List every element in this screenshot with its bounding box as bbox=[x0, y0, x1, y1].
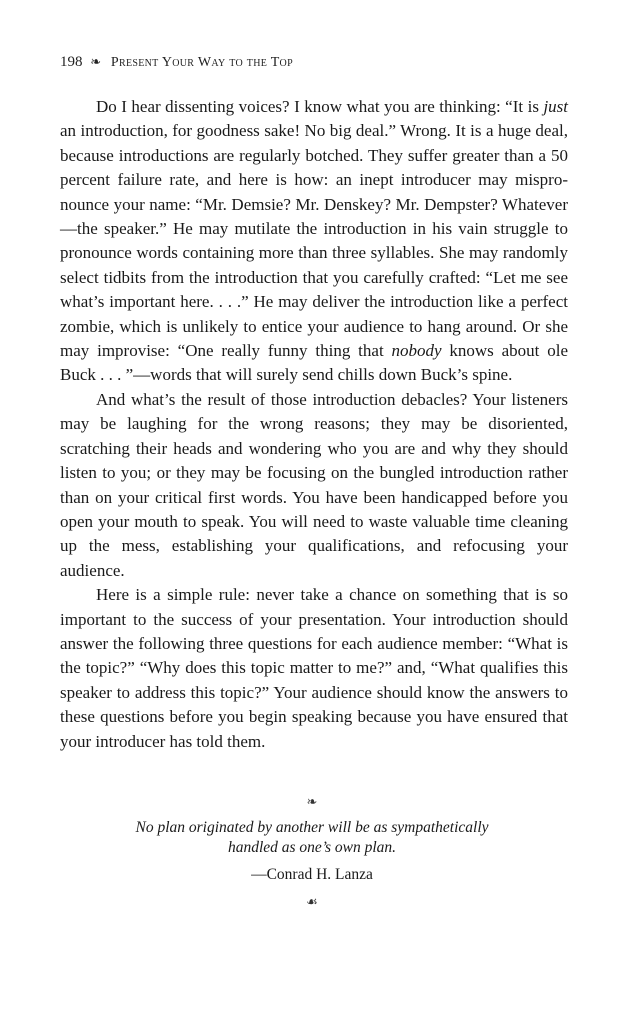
quote-line-2: handled as one’s own plan. bbox=[227, 839, 397, 856]
running-header bbox=[60, 54, 293, 71]
body-text bbox=[60, 95, 568, 754]
emphasis-nobody: nobody bbox=[391, 341, 442, 361]
end-ornament-icon: ☙ bbox=[306, 895, 318, 910]
page-number: 198 bbox=[60, 54, 83, 70]
emphasis-just: just bbox=[543, 97, 568, 116]
fleuron-icon: ❧ bbox=[90, 54, 102, 69]
paragraph-3: Here is a simple rule: never take a chance on something that is so important to the success of your presentation. Your introduction should answer the following three questions for each audience member: “What is the topic?” “Why does this topic matter to me?” and, “What qualifies this speaker to address this topic?” Your audience should know the answers to these questions before you begin speaking because you have ensured that your introducer has told them. bbox=[60, 585, 568, 751]
running-title: Present Your Way to the Top bbox=[110, 55, 293, 70]
epigraph-quote bbox=[112, 818, 512, 858]
paragraph-2: And what’s the result of those introduction debacles? Your listeners may be laughing for the wrong reasons; they may be disoriented, scratching their heads and wondering who you are and why they should listen to you; or they may be focusing on the bungled introduction rather than on your critical first words. You have been handicapped before you open your mouth to speak. You will need to waste valuable time cleaning up the mess, establishing your qualifications, and refocusing your audience. bbox=[60, 389, 568, 580]
quote-attribution: —Conrad H. Lanza bbox=[251, 866, 373, 883]
section-ornament-icon: ❧ bbox=[306, 795, 318, 810]
paragraph-1: Do I hear dissenting voices? I know what you are thinking: “It is just an introduction, for goodness sake! No big deal.” Wrong. It is a huge deal, because introductions are regularly botched. They suffer greater than a 50 percent failure rate, and here is how: an inept introducer may mispronounce your name: “Mr. Demsie? Mr. Denskey? Mr. Dempster? Whatever—the speaker.” He may mutilate the introduction in his vain struggle to pronounce words containing more than three syllables. She may randomly select tidbits from the introduction that you carefully crafted: “Let me see what’s important here. . . .” He may deliver the introduction like a perfect zombie, which is unlikely to entice your audience to hang around. Or she may improvise: “One really funny thing that nobody knows about ole Buck . . . ”—words that will surely send chills down Buck’s spine. bbox=[60, 97, 568, 385]
quote-line-1: No plan originated by another will be as sympathetically bbox=[135, 819, 489, 836]
